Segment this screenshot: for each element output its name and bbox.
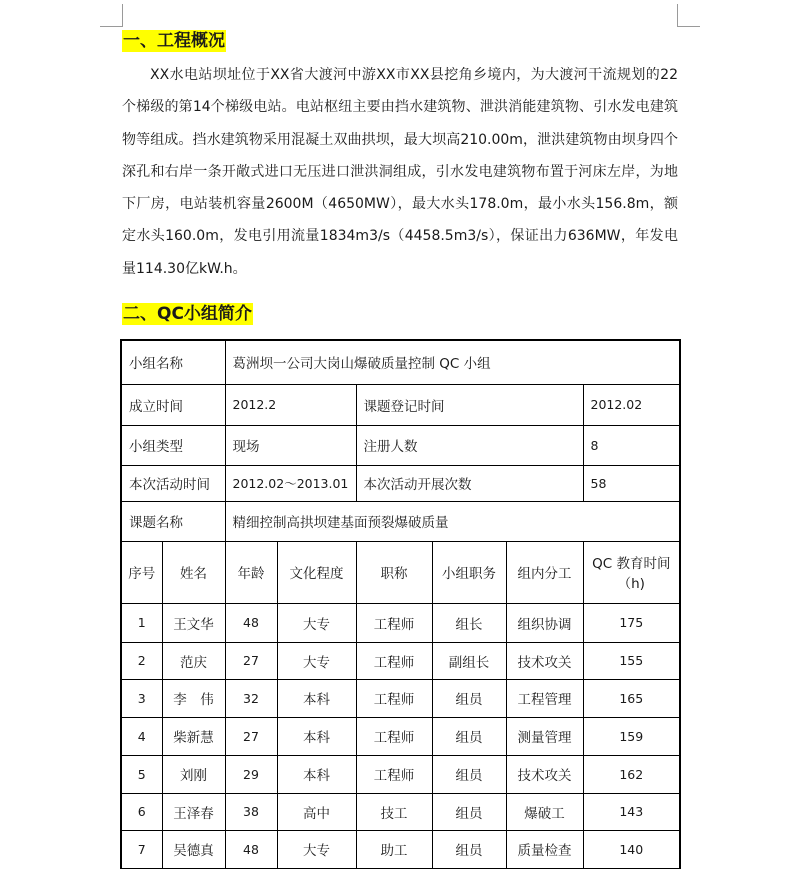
crop-mark-left-horizontal [100,26,123,27]
table-row [121,679,680,717]
paragraph-text: 的22个梯级的第14个梯级电站。电站枢纽主要由挡水建筑物、泄洪消能建筑物、 [122,67,678,116]
activity-time-label: 本次活动时间 [121,465,225,501]
table-cell: 159 [583,717,680,755]
qc-group-table [120,339,681,869]
topic-registration-value: 2012.02 [583,384,680,425]
group-name-value: 葛洲坝一公司大岗山爆破质量控制 QC 小组 [225,340,680,384]
table-cell: 组员 [432,755,506,793]
founded-label: 成立时间 [121,384,225,425]
table-cell: 高中 [277,793,356,830]
table-cell: 工程师 [356,603,432,642]
table-cell: 柴新慧 [162,717,225,755]
table-cell: 165 [583,679,680,717]
table-cell: 工程师 [356,717,432,755]
table-cell: 助工 [356,830,432,868]
table-cell: 162 [583,755,680,793]
table-cell: 32 [225,679,277,717]
table-cell: 38 [225,793,277,830]
table-cell: 143 [583,793,680,830]
table-cell: 5 [121,755,162,793]
table-cell: 工程师 [356,679,432,717]
table-cell: 李 伟 [162,679,225,717]
table-row [121,642,680,679]
paragraph-text: 电建筑物布置于河床左岸，为地下厂房，电站装机容量2600M（4650MW），最大 [122,163,678,213]
table-cell: 刘刚 [162,755,225,793]
founded-value: 2012.2 [225,384,356,425]
table-cell: 副组长 [432,642,506,679]
table-cell: 27 [225,717,277,755]
table-cell: 大专 [277,830,356,868]
group-name-label: 小组名称 [121,340,225,384]
registered-members-value: 8 [583,425,680,465]
table-cell: 王泽春 [162,793,225,830]
table-row [121,755,680,793]
section-heading-project-overview: 一、工程概况 [123,31,225,51]
table-cell: 27 [225,642,277,679]
table-cell: 6 [121,793,162,830]
table-cell: 本科 [277,755,356,793]
section-heading-qc-group: 二、QC小组简介 [123,304,252,324]
table-cell: 工程管理 [506,679,583,717]
table-cell: 3 [121,679,162,717]
topic-value: 精细控制高拱坝建基面预裂爆破质量 [225,501,680,541]
table-row [121,830,680,868]
column-header: 小组职务 [432,541,506,603]
table-cell: 测量管理 [506,717,583,755]
activity-time-value: 2012.02～2013.01 [225,465,356,501]
column-header: 职称 [356,541,432,603]
table-cell: 48 [225,830,277,868]
table-row [121,603,680,642]
table-cell: 大专 [277,642,356,679]
table-cell: 技术攻关 [506,642,583,679]
paragraph-text: 引水发电建筑物等组成。挡水建筑物采用混凝土双曲拱坝，最大坝高210.00m， [122,99,679,148]
table-cell: 技工 [356,793,432,830]
table-cell: 王文华 [162,603,225,642]
column-header: 组内分工 [506,541,583,603]
table-row [121,793,680,830]
crop-mark-left-vertical [122,4,123,26]
table-cell: 大专 [277,603,356,642]
table-cell: 4 [121,717,162,755]
table-cell: 本科 [277,717,356,755]
table-cell: 爆破工 [506,793,583,830]
table-cell: 1 [121,603,162,642]
registered-members-label: 注册人数 [356,425,583,465]
activity-count-value: 58 [583,465,680,501]
table-cell: 2 [121,642,162,679]
topic-label: 课题名称 [121,501,225,541]
paragraph-text: XX水电站坝址位于XX省大渡河中游XX市XX县挖角乡境内，为大渡河干流规划 [150,67,646,83]
table-cell: 140 [583,830,680,868]
table-cell: 组员 [432,793,506,830]
table-cell: 技术攻关 [506,755,583,793]
column-header: QC 教育时间（h) [583,541,680,603]
table-cell: 48 [225,603,277,642]
table-cell: 本科 [277,679,356,717]
table-cell: 工程师 [356,642,432,679]
table-row [121,717,680,755]
table-cell: 组长 [432,603,506,642]
table-cell: 组员 [432,830,506,868]
table-cell: 质量检查 [506,830,583,868]
column-header: 姓名 [162,541,225,603]
table-cell: 155 [583,642,680,679]
table-cell: 工程师 [356,755,432,793]
group-type-label: 小组类型 [121,425,225,465]
column-header: 年龄 [225,541,277,603]
table-cell: 吴德真 [162,830,225,868]
table-cell: 7 [121,830,162,868]
group-type-value: 现场 [225,425,356,465]
table-cell: 29 [225,755,277,793]
table-cell: 组员 [432,717,506,755]
column-header: 文化程度 [277,541,356,603]
activity-count-label: 本次活动开展次数 [356,465,583,501]
paragraph-text: 泄洪建筑物由坝身四个深孔和右岸一条开敞式进口无压进口泄洪洞组成，引水发 [122,131,679,180]
topic-registration-label: 课题登记时间 [356,384,583,425]
table-cell: 范庆 [162,642,225,679]
table-cell: 组员 [432,679,506,717]
table-cell: 175 [583,603,680,642]
column-header: 序号 [121,541,162,603]
crop-mark-right-horizontal [677,26,700,27]
paragraph-text: （4458.5m3/s），保证出力636MW，年发电量114.30亿kW.h。 [122,228,678,277]
project-overview-paragraph [122,59,678,285]
crop-mark-right-vertical [677,4,678,26]
paragraph-text: 水头178.0m，最小水头156.8m，额定水头160.0m，发电引用流量1834m3/s [122,196,678,245]
table-cell: 组织协调 [506,603,583,642]
